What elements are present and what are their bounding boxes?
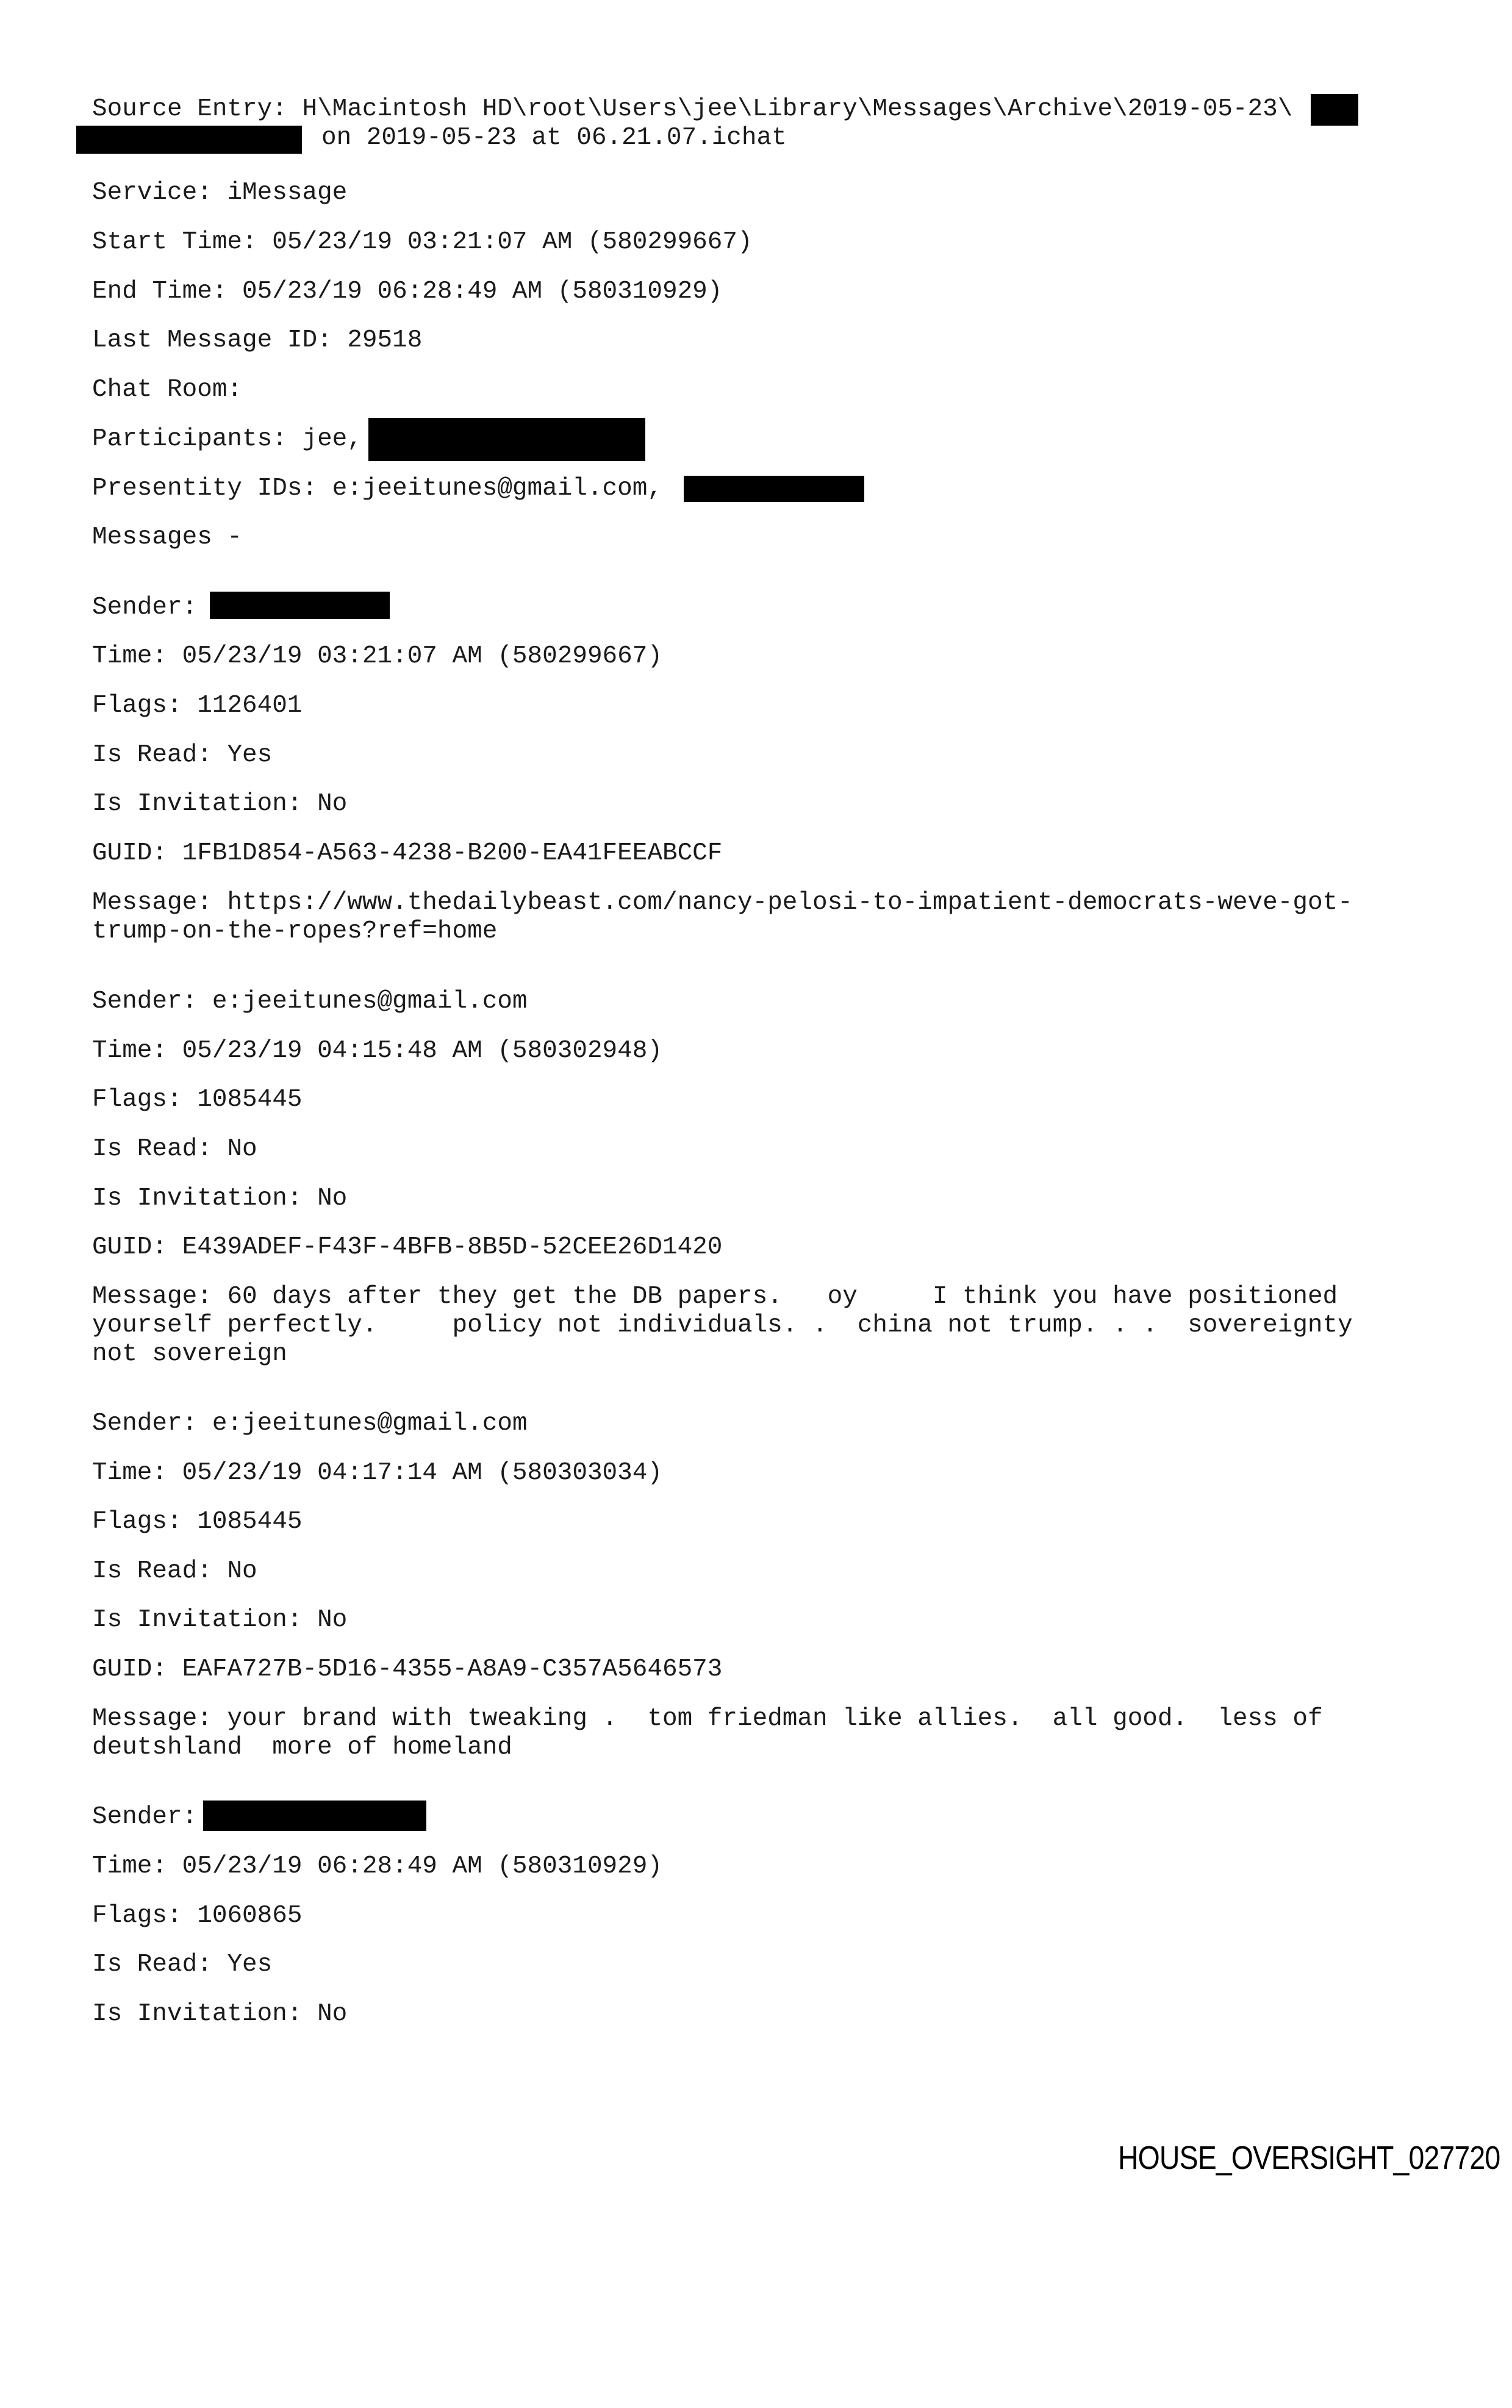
end-time-label: End Time: xyxy=(92,278,228,306)
redaction-box xyxy=(76,126,302,154)
participants-line xyxy=(92,425,362,454)
message-line xyxy=(92,889,1353,917)
time-line xyxy=(92,642,662,671)
redaction-box xyxy=(210,592,390,619)
is-read-line xyxy=(92,1951,272,1979)
time-label: Time: xyxy=(92,642,168,670)
flags-label: Flags: xyxy=(92,1508,182,1536)
guid-value: 1FB1D854-A563-4238-B200-EA41FEEABCCF xyxy=(182,839,723,867)
is-invitation-value: No xyxy=(317,2000,348,2028)
time-line xyxy=(92,1459,662,1488)
message-line xyxy=(92,1283,1338,1311)
is-invitation-value: No xyxy=(317,1184,348,1213)
service-label: Service: xyxy=(92,179,212,207)
participants-value: jee, xyxy=(302,425,362,453)
time-line xyxy=(92,1852,662,1881)
is-read-line xyxy=(92,1135,257,1164)
message-text: 60 days after they get the DB papers. oy I think you have positioned xyxy=(227,1283,1338,1311)
flags-value: 1126401 xyxy=(197,692,303,720)
flags-value: 1060865 xyxy=(197,1902,303,1930)
sender-line xyxy=(92,1410,528,1438)
presentity-value: e:jeeitunes@gmail.com, xyxy=(332,475,662,503)
time-value: 05/23/19 04:17:14 AM (580303034) xyxy=(182,1459,662,1487)
chat-room-line xyxy=(92,376,257,404)
guid-value: E439ADEF-F43F-4BFB-8B5D-52CEE26D1420 xyxy=(182,1233,723,1261)
service-value: iMessage xyxy=(227,179,348,207)
last-message-id-line xyxy=(92,326,422,355)
is-read-line xyxy=(92,1557,257,1586)
is-invitation-label: Is Invitation: xyxy=(92,1606,303,1634)
message-text: https://www.thedailybeast.com/nancy-pelosi-to-impatient-democrats-weve-got- xyxy=(227,889,1353,917)
guid-label: GUID: xyxy=(92,839,168,867)
is-invitation-line xyxy=(92,790,347,819)
is-read-line xyxy=(92,741,272,770)
message-label: Message: xyxy=(92,1705,212,1733)
guid-line xyxy=(92,1233,722,1262)
message-line-continued: deutshland more of homeland xyxy=(92,1733,512,1761)
time-value: 05/23/19 06:28:49 AM (580310929) xyxy=(182,1852,662,1880)
message-entry xyxy=(92,987,1464,1605)
last-message-id-value: 29518 xyxy=(347,326,423,354)
is-invitation-value: No xyxy=(317,1606,348,1634)
chat-transcript-page xyxy=(92,0,1464,2408)
message-line-continued: not sovereign xyxy=(92,1340,287,1368)
start-time-value: 05/23/19 03:21:07 AM (580299667) xyxy=(272,228,753,256)
flags-line xyxy=(92,1902,302,1930)
start-time-line xyxy=(92,228,753,257)
message-text: your brand with tweaking . tom friedman like allies. all good. less of xyxy=(227,1705,1323,1733)
is-invitation-label: Is Invitation: xyxy=(92,1184,303,1213)
presentity-label: Presentity IDs: xyxy=(92,475,318,503)
service-line xyxy=(92,179,347,207)
sender-label: Sender: xyxy=(92,1410,198,1438)
flags-line xyxy=(92,1086,302,1114)
message-line-continued: yourself perfectly. policy not individuals. . china not trump. . . sovereignty xyxy=(92,1311,1353,1339)
end-time-value: 05/23/19 06:28:49 AM (580310929) xyxy=(242,278,723,306)
time-line xyxy=(92,1037,662,1066)
chat-room-label: Chat Room: xyxy=(92,376,243,404)
sender-label: Sender: xyxy=(92,593,198,622)
end-time-line xyxy=(92,278,722,306)
is-invitation-value: No xyxy=(317,790,348,818)
source-entry-label: Source Entry: xyxy=(92,95,287,123)
flags-label: Flags: xyxy=(92,692,182,720)
messages-heading: Messages - xyxy=(92,523,243,551)
is-read-value: No xyxy=(227,1557,257,1585)
is-read-label: Is Read: xyxy=(92,1951,212,1979)
presentity-ids-line xyxy=(92,475,662,503)
source-entry-path: H\Macintosh HD\root\Users\jee\Library\Messages\Archive\2019-05-23\ xyxy=(302,95,1293,123)
is-invitation-line xyxy=(92,1606,347,1635)
is-read-value: Yes xyxy=(227,741,273,769)
guid-line xyxy=(92,839,722,868)
flags-value: 1085445 xyxy=(197,1508,303,1536)
redaction-box xyxy=(1311,94,1358,126)
guid-value: EAFA727B-5D16-4355-A8A9-C357A5646573 xyxy=(182,1655,723,1683)
flags-line xyxy=(92,692,302,720)
is-invitation-label: Is Invitation: xyxy=(92,2000,303,2028)
sender-line xyxy=(92,1803,197,1832)
is-invitation-line xyxy=(92,2000,347,2029)
guid-line xyxy=(92,1655,722,1684)
guid-label: GUID: xyxy=(92,1233,168,1261)
is-read-label: Is Read: xyxy=(92,1135,212,1163)
message-line xyxy=(92,1705,1323,1733)
time-label: Time: xyxy=(92,1852,168,1880)
flags-label: Flags: xyxy=(92,1902,182,1930)
source-entry-line xyxy=(92,95,1292,124)
redaction-box xyxy=(203,1801,426,1831)
sender-line xyxy=(92,987,528,1016)
start-time-label: Start Time: xyxy=(92,228,257,256)
time-value: 05/23/19 03:21:07 AM (580299667) xyxy=(182,642,662,670)
sender-value: e:jeeitunes@gmail.com xyxy=(212,987,528,1016)
flags-label: Flags: xyxy=(92,1086,182,1114)
is-read-value: Yes xyxy=(227,1951,273,1979)
sender-label: Sender: xyxy=(92,1803,198,1831)
participants-label: Participants: xyxy=(92,425,287,453)
guid-label: GUID: xyxy=(92,1655,168,1683)
is-read-value: No xyxy=(227,1135,257,1163)
sender-value: e:jeeitunes@gmail.com xyxy=(212,1410,528,1438)
source-entry-suffix: on 2019-05-23 at 06.21.07.ichat xyxy=(321,124,787,152)
time-value: 05/23/19 04:15:48 AM (580302948) xyxy=(182,1037,662,1065)
message-line-continued: trump-on-the-ropes?ref=home xyxy=(92,917,498,945)
sender-label: Sender: xyxy=(92,987,198,1016)
bates-number: HOUSE_OVERSIGHT_027720 xyxy=(1117,2140,1500,2176)
message-label: Message: xyxy=(92,889,212,917)
is-read-label: Is Read: xyxy=(92,1557,212,1585)
flags-line xyxy=(92,1508,302,1536)
time-label: Time: xyxy=(92,1037,168,1065)
is-invitation-line xyxy=(92,1184,347,1213)
flags-value: 1085445 xyxy=(197,1086,303,1114)
redaction-box xyxy=(684,476,864,502)
message-label: Message: xyxy=(92,1283,212,1311)
last-message-id-label: Last Message ID: xyxy=(92,326,332,354)
is-read-label: Is Read: xyxy=(92,741,212,769)
time-label: Time: xyxy=(92,1459,168,1487)
is-invitation-label: Is Invitation: xyxy=(92,790,303,818)
sender-line xyxy=(92,593,197,622)
redaction-box xyxy=(368,418,645,461)
